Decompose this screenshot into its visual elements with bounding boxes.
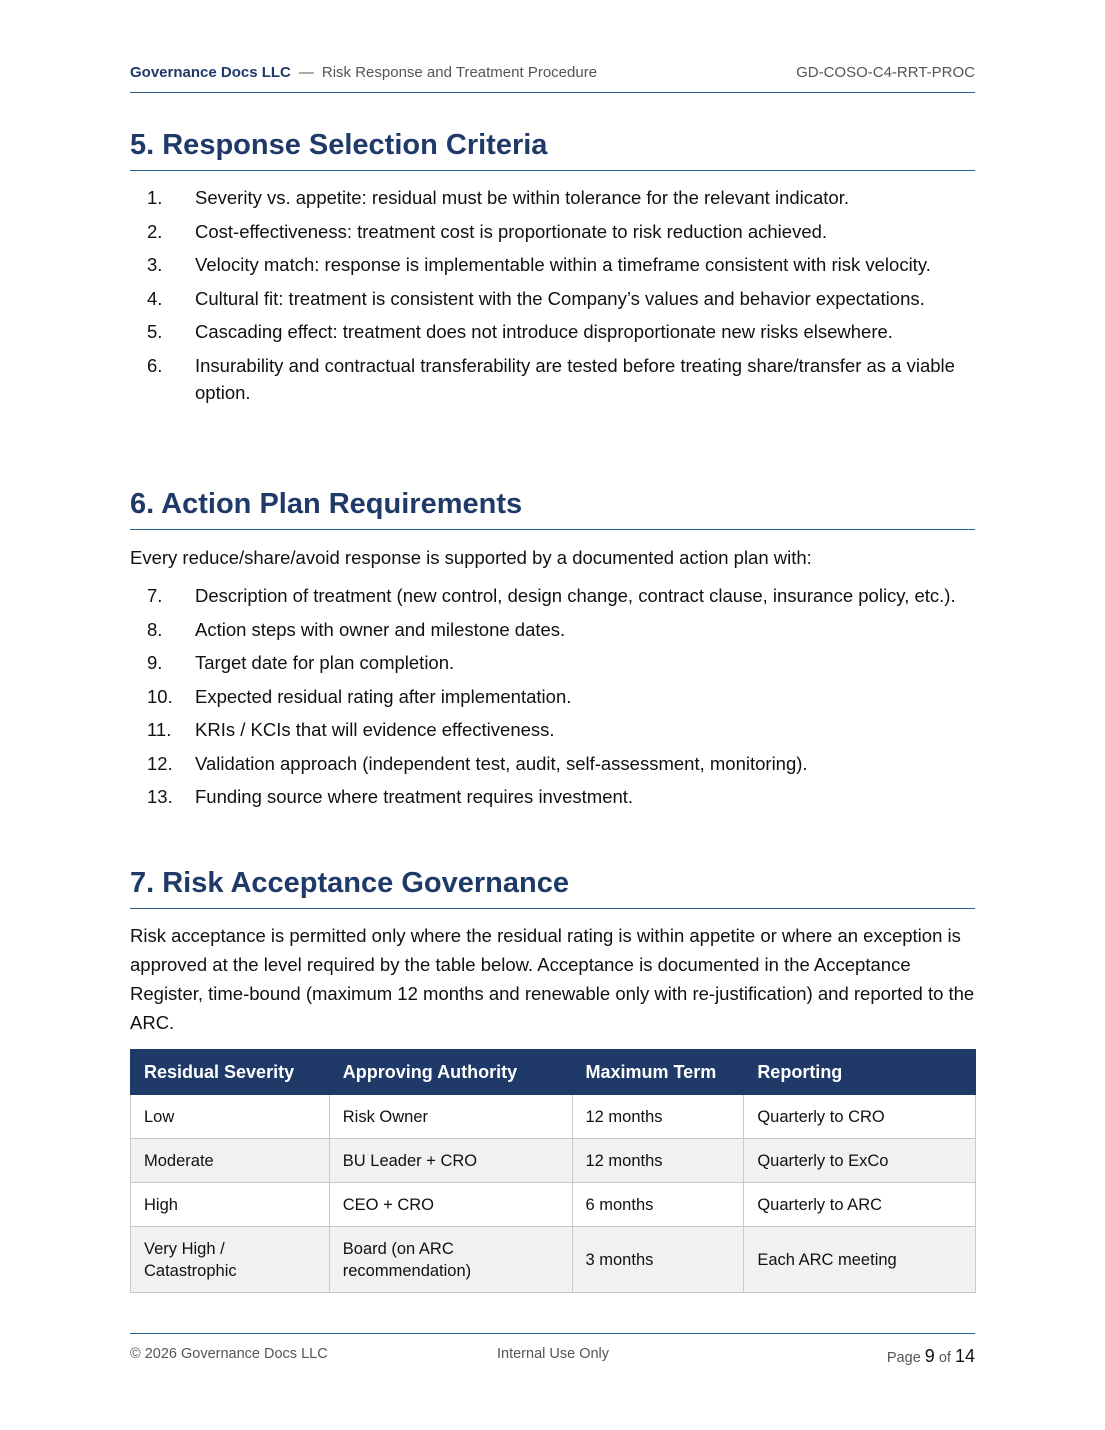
list-number-text: 10. [147, 685, 173, 707]
list-item-text: Insurability and contractual transferability are tested before treating share/transfer as a viable option. [195, 354, 955, 403]
table-cell: Quarterly to ARC [744, 1183, 976, 1227]
table-cell: Quarterly to CRO [744, 1095, 976, 1139]
page-current: 9 [924, 1346, 935, 1366]
column-header: Maximum Term [572, 1050, 744, 1095]
section-7-intro: Risk acceptance is permitted only where the residual rating is within appetite or where an exception is approved at the level required by the table below. Acceptance is documented in the Acceptance Register, time-bound (maximum 12 months and renewable only with re-justification) and reported to the ARC. [130, 925, 975, 1033]
list-item-number [130, 218, 195, 245]
section-6-intro: Every reduce/share/avoid response is supported by a documented action plan with: [130, 547, 812, 568]
list-number-text: 4. [147, 287, 163, 309]
list-item-text: Funding source where treatment requires investment. [195, 786, 634, 807]
list-item-text: KRIs / KCIs that will evidence effectiveness. [195, 719, 555, 740]
section-5-heading: 5. Response Selection Criteria [130, 128, 975, 171]
list-number-text: 6. [147, 354, 163, 376]
list-item-text: Validation approach (independent test, audit, self-assessment, monitoring). [195, 752, 808, 774]
list-item [130, 783, 975, 810]
list-item [130, 251, 975, 278]
table-cell: Moderate [131, 1139, 330, 1183]
list-number-text: 3. [147, 254, 163, 275]
list-item [130, 582, 975, 609]
section-7-heading: 7. Risk Acceptance Governance [130, 866, 975, 909]
table-cell: 3 months [572, 1227, 744, 1293]
table-cell: BU Leader + CRO [329, 1139, 572, 1183]
table-cell: Low [131, 1095, 330, 1139]
list-item [130, 218, 975, 245]
list-item-number [130, 285, 195, 312]
list-item [130, 649, 975, 676]
company-name: Governance Docs LLC [130, 64, 291, 81]
table-cell: Very High / Catastrophic [131, 1227, 330, 1293]
table-cell: High [131, 1183, 330, 1227]
list-item [130, 750, 975, 777]
list-item-text: Velocity match: response is implementable within a timeframe consistent with risk velocity. [195, 254, 931, 275]
table-row [131, 1227, 976, 1293]
table-cell: 6 months [572, 1183, 744, 1227]
page-header [130, 64, 975, 93]
list-number-text: 1. [147, 187, 163, 208]
page-footer [130, 1333, 975, 1367]
list-item-number [130, 750, 195, 777]
list-item-number [130, 649, 195, 676]
list-item-number [130, 352, 195, 406]
list-item-text: Expected residual rating after implementation. [195, 685, 572, 707]
list-number-text: 12. [147, 752, 173, 774]
list-item [130, 318, 975, 345]
list-item-text: Severity vs. appetite: residual must be within tolerance for the relevant indicator. [195, 187, 850, 208]
list-number-text: 8. [147, 618, 163, 640]
of-label: of [938, 1350, 951, 1366]
footer-classification: Internal Use Only [497, 1346, 610, 1362]
list-item [130, 716, 975, 743]
table-cell: Each ARC meeting [744, 1227, 976, 1293]
list-item-number [130, 616, 195, 643]
list-item-text: Action steps with owner and milestone dates. [195, 618, 566, 640]
table-cell: Quarterly to ExCo [744, 1139, 976, 1183]
list-item-number [130, 582, 195, 609]
list-number-text: 9. [147, 652, 163, 673]
list-number-text: 2. [147, 220, 163, 242]
list-item-number [130, 251, 195, 278]
list-item-number [130, 783, 195, 810]
table-row [131, 1139, 976, 1183]
list-item-text: Description of treatment (new control, design change, contract clause, insurance policy, etc.). [195, 585, 956, 606]
column-header: Residual Severity [131, 1050, 330, 1095]
section-6-list [130, 582, 975, 817]
list-item-number [130, 716, 195, 743]
list-number-text: 5. [147, 321, 163, 342]
table-header-row [131, 1050, 976, 1095]
list-item [130, 683, 975, 710]
list-item-text: Cultural fit: treatment is consistent with the Company’s values and behavior expectations. [195, 287, 925, 309]
section-6-heading: 6. Action Plan Requirements [130, 487, 975, 530]
list-item [130, 184, 975, 211]
page-number [887, 1346, 975, 1367]
list-item [130, 285, 975, 312]
table-cell: 12 months [572, 1095, 744, 1139]
page-total: 14 [954, 1346, 975, 1366]
list-item-number [130, 683, 195, 710]
list-item-number [130, 184, 195, 211]
table-cell: Board (on ARC recommendation) [329, 1227, 572, 1293]
list-number-text: 7. [147, 585, 163, 606]
header-separator: — [298, 64, 314, 81]
table-row [131, 1183, 976, 1227]
list-item-text: Cascading effect: treatment does not introduce disproportionate new risks elsewhere. [195, 321, 893, 342]
column-header: Reporting [744, 1050, 976, 1095]
table-row [131, 1095, 976, 1139]
list-number-text: 11. [147, 719, 172, 740]
list-number-text: 13. [147, 786, 173, 807]
list-item [130, 616, 975, 643]
list-item-text: Cost-effectiveness: treatment cost is proportionate to risk reduction achieved. [195, 220, 828, 242]
column-header: Approving Authority [329, 1050, 572, 1095]
list-item-text: Target date for plan completion. [195, 652, 455, 673]
document-id: GD-COSO-C4-RRT-PROC [796, 64, 975, 81]
document-title: Risk Response and Treatment Procedure [321, 64, 598, 81]
table-cell: 12 months [572, 1139, 744, 1183]
list-item-number [130, 318, 195, 345]
footer-copyright: © 2026 Governance Docs LLC [130, 1346, 328, 1362]
table-cell: Risk Owner [329, 1095, 572, 1139]
table-cell: CEO + CRO [329, 1183, 572, 1227]
page-label: Page [886, 1350, 921, 1366]
section-5-list [130, 184, 975, 412]
acceptance-authority-table [130, 1049, 976, 1293]
list-item [130, 352, 975, 406]
